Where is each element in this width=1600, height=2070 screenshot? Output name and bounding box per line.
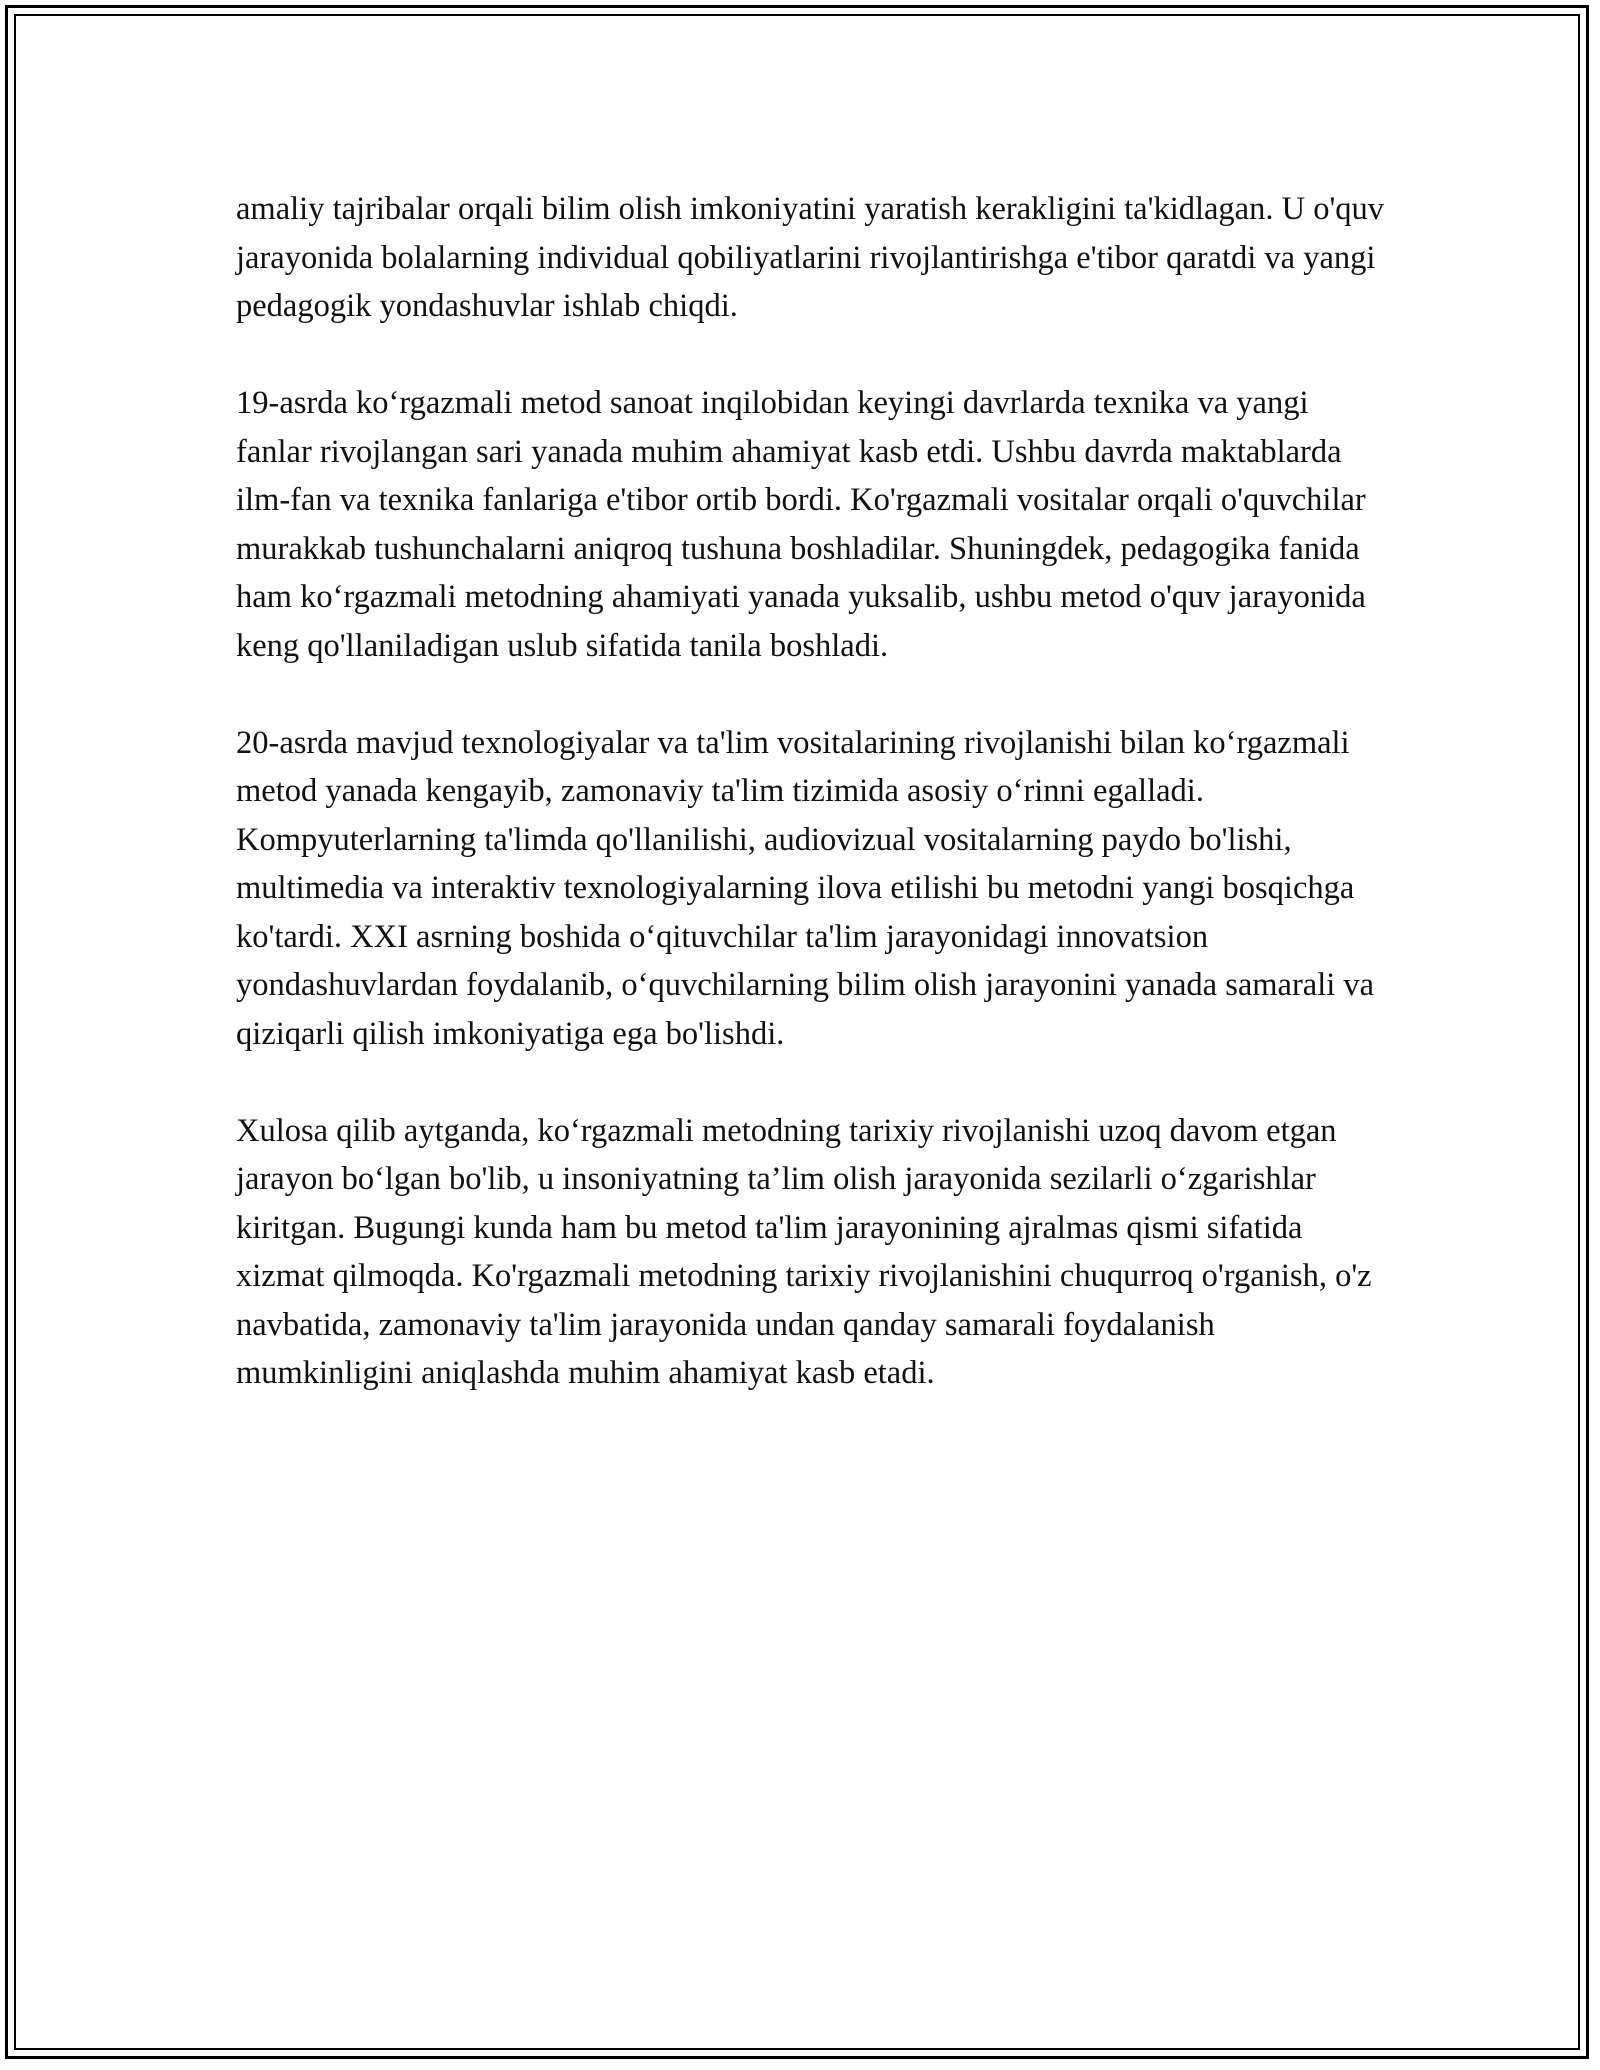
paragraph: 20-asrda mavjud texnologiyalar va ta'lim vositalarining rivojlanishi bilan koʻrgazmali metod yanada kengayib, zamonaviy ta'lim tizimida asosiy oʻrinni egalladi. Kompyuterlarning ta'limda qo'llanilishi, audiovizual vositalarning paydo bo'lishi, multimedia va interaktiv texnologiyalarning ilova etilishi bu metodni yangi bosqichga ko'tardi. XXI asrning boshida oʻqituvchilar ta'lim jarayonidagi innovatsion yondashuvlardan foydalanib, oʻquvchilarning bilim olish jarayonini yanada samarali va qiziqarli qilish imkoniyatiga ega bo'lishdi. xyxy=(236,724,1375,1052)
paragraph: 19-asrda koʻrgazmali metod sanoat inqilobidan keyingi davrlarda texnika va yangi fanlar rivojlangan sari yanada muhim ahamiyat kasb etdi. Ushbu davrda maktablarda ilm-fan va texnika fanlariga e'tibor ortib bordi. Ko'rgazmali vositalar orqali o'quvchilar murakkab tushunchalarni aniqroq tushuna boshladilar. Shuningdek, pedagogika fanida ham koʻrgazmali metodning ahamiyati yanada yuksalib, ushbu metod o'quv jarayonida keng qo'llaniladigan uslub sifatida tanila boshladi. xyxy=(236,385,1366,664)
paragraph: Xulosa qilib aytganda, koʻrgazmali metodning tarixiy rivojlanishi uzoq davom etgan jarayon boʻlgan bo'lib, u insoniyatning ta’lim olish jarayonida sezilarli oʻzgarishlar kiritgan. Bugungi kunda ham bu metod ta'lim jarayonining ajralmas qismi sifatida xizmat qilmoqda. Ko'rgazmali metodning tarixiy rivojlanishini chuqurroq o'rganish, o'z navbatida, zamonaviy ta'lim jarayonida undan qanday samarali foydalanish mumkinligini aniqlashda muhim ahamiyat kasb etadi. xyxy=(236,1112,1372,1391)
paragraph: amaliy tajribalar orqali bilim olish imkoniyatini yaratish kerakligini ta'kidlagan. U o'quv jarayonida bolalarning individual qobiliyatlarini rivojlantirishga e'tibor qaratdi va yangi pedagogik yondashuvlar ishlab chiqdi. xyxy=(236,191,1385,324)
document-body xyxy=(236,185,1386,1398)
